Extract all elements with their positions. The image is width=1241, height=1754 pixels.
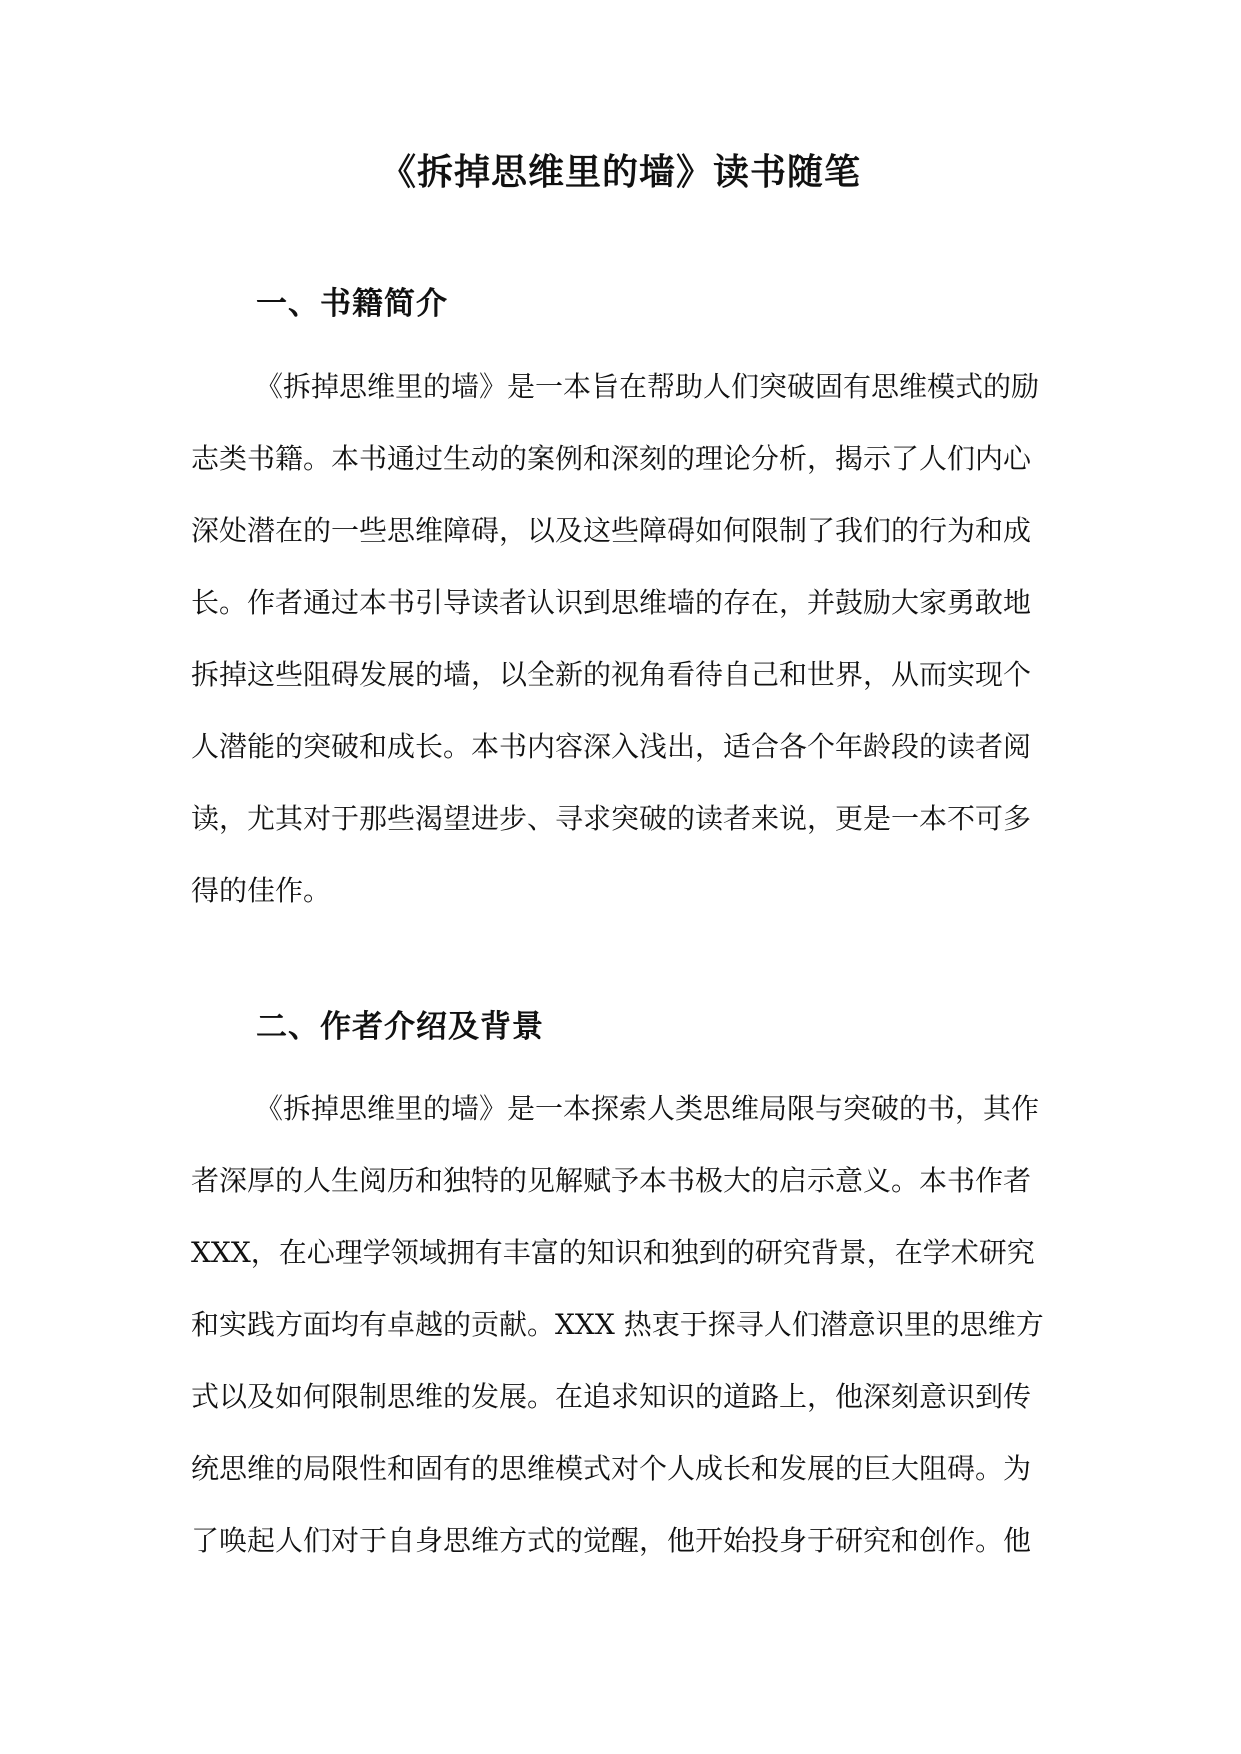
paragraph-line: 长。作者通过本书引导读者认识到思维墙的存在，并鼓励大家勇敢地 bbox=[191, 586, 1032, 619]
paragraph-line: 人潜能的突破和成长。本书内容深入浅出，适合各个年龄段的读者阅 bbox=[191, 730, 1032, 763]
paragraph-line: 者深厚的人生阅历和独特的见解赋予本书极大的启示意义。本书作者 bbox=[191, 1164, 1032, 1197]
paragraph-line: 读，尤其对于那些渴望进步、寻求突破的读者来说，更是一本不可多 bbox=[191, 802, 1032, 835]
paragraph-line: 《拆掉思维里的墙》是一本探索人类思维局限与突破的书，其作 bbox=[255, 1092, 1040, 1125]
paragraph-line: 了唤起人们对于自身思维方式的觉醒，他开始投身于研究和创作。他 bbox=[191, 1524, 1032, 1557]
document-title: 《拆掉思维里的墙》读书随笔 bbox=[379, 152, 861, 193]
paragraph-line: 《拆掉思维里的墙》是一本旨在帮助人们突破固有思维模式的励 bbox=[255, 370, 1040, 403]
paragraph-line: 志类书籍。本书通过生动的案例和深刻的理论分析，揭示了人们内心 bbox=[191, 442, 1032, 475]
paragraph-author-background bbox=[191, 1073, 1051, 1577]
paragraph-line: 式以及如何限制思维的发展。在追求知识的道路上，他深刻意识到传 bbox=[191, 1380, 1032, 1413]
paragraph-line: XXX，在心理学领域拥有丰富的知识和独到的研究背景，在学术研究 bbox=[191, 1236, 1035, 1269]
paragraph-line: 深处潜在的一些思维障碍，以及这些障碍如何限制了我们的行为和成 bbox=[191, 514, 1032, 547]
paragraph-line: 拆掉这些阻碍发展的墙，以全新的视角看待自己和世界，从而实现个 bbox=[191, 658, 1032, 691]
paragraph-line: 和实践方面均有卓越的贡献。XXX 热衷于探寻人们潜意识里的思维方 bbox=[191, 1308, 1044, 1341]
paragraph-line: 统思维的局限性和固有的思维模式对个人成长和发展的巨大阻碍。为 bbox=[191, 1452, 1032, 1485]
section-heading-book-intro: 一、书籍简介 bbox=[256, 286, 448, 322]
paragraph-book-intro bbox=[191, 351, 1051, 927]
section-heading-author-background: 二、作者介绍及背景 bbox=[256, 1009, 544, 1045]
paragraph-line: 得的佳作。 bbox=[191, 874, 332, 907]
